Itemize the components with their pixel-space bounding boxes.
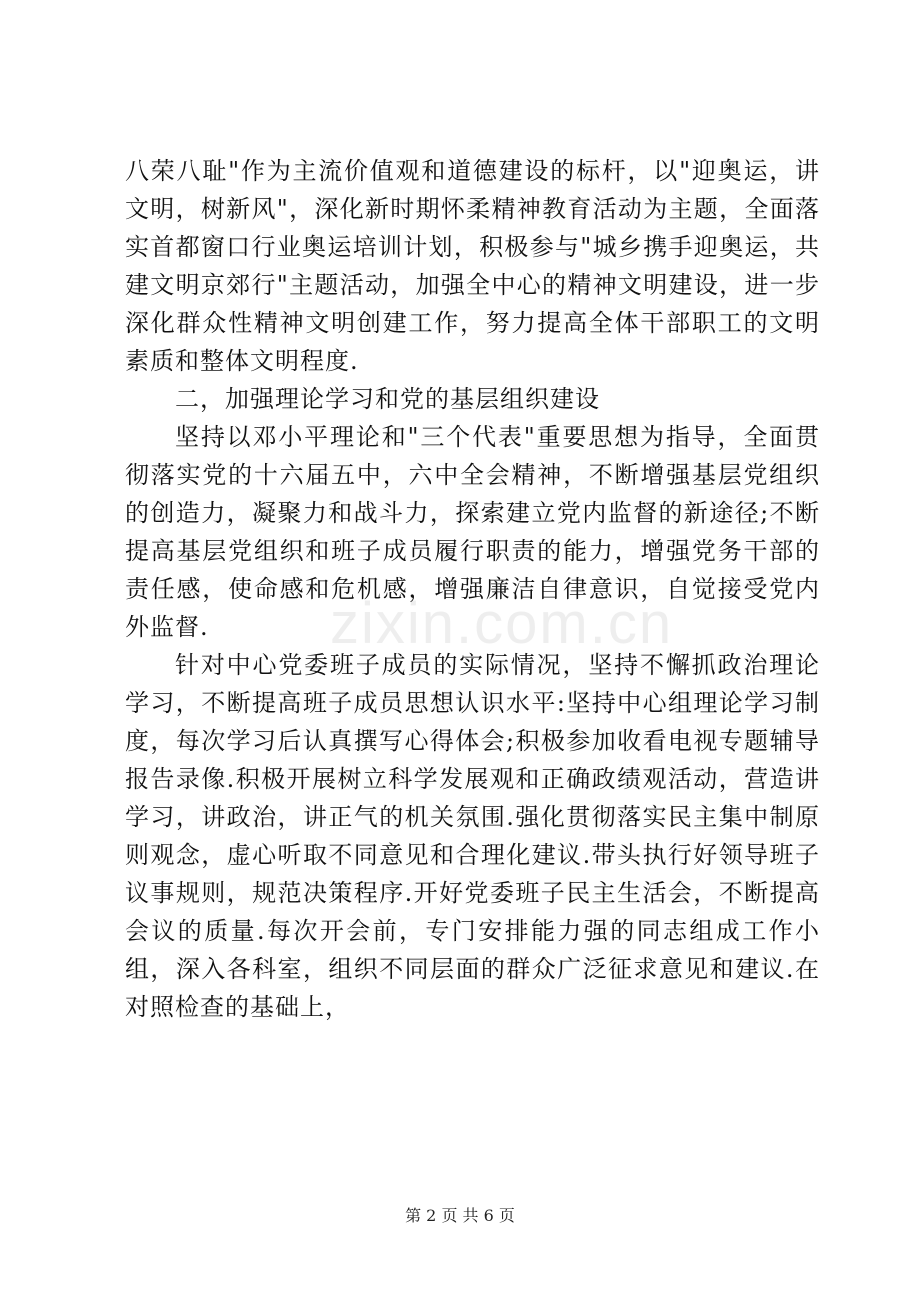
paragraph-team-building: 针对中心党委班子成员的实际情况，坚持不懈抓政治理论学习，不断提高班子成员思想认识水平:坚持中心组理论学习制度，每次学习后认真撰写心得体会;积极参加收看电视专题辅导报告录像.积极开展树立科学发展观和正确政绩观活动，营造讲学习，讲政治，讲正气的机关氛围.强化贯彻落实民主集中制原则观念，虚心听取不同意见和合理化建议.带头执行好领导班子议事规则，规范决策程序.开好党委班子民主生活会，不断提高会议的质量.每次开会前，专门安排能力强的同志组成工作小组，深入各科室，组织不同层面的群众广泛征求意见和建议.在对照检查的基础上，	[125, 651, 820, 1021]
document-body	[125, 152, 820, 1026]
paragraph-theory-study: 坚持以邓小平理论和"三个代表"重要思想为指导，全面贯彻落实党的十六届五中，六中全会精神，不断增强基层党组织的创造力，凝聚力和战斗力，探索建立党内监督的新途径;不断提高基层党组织和班子成员履行职责的能力，增强党务干部的责任感，使命感和危机感，增强廉洁自律意识，自觉接受党内外监督.	[125, 423, 820, 641]
section-heading: 二，加强理论学习和党的基层组织建设	[175, 385, 600, 413]
watermark-text: zixin.com.cn	[330, 591, 674, 656]
paragraph-continuation: 八荣八耻"作为主流价值观和道德建设的标杆，以"迎奥运，讲文明，树新风"，深化新时期怀柔精神教育活动为主题，全面落实首都窗口行业奥运培训计划，积极参与"城乡携手迎奥运，共建文明京郊行"主题活动，加强全中心的精神文明建设，进一步深化群众性精神文明创建工作，努力提高全体干部职工的文明素质和整体文明程度.	[125, 157, 820, 375]
page-footer: 第 2 页 共 6 页	[405, 1206, 515, 1225]
